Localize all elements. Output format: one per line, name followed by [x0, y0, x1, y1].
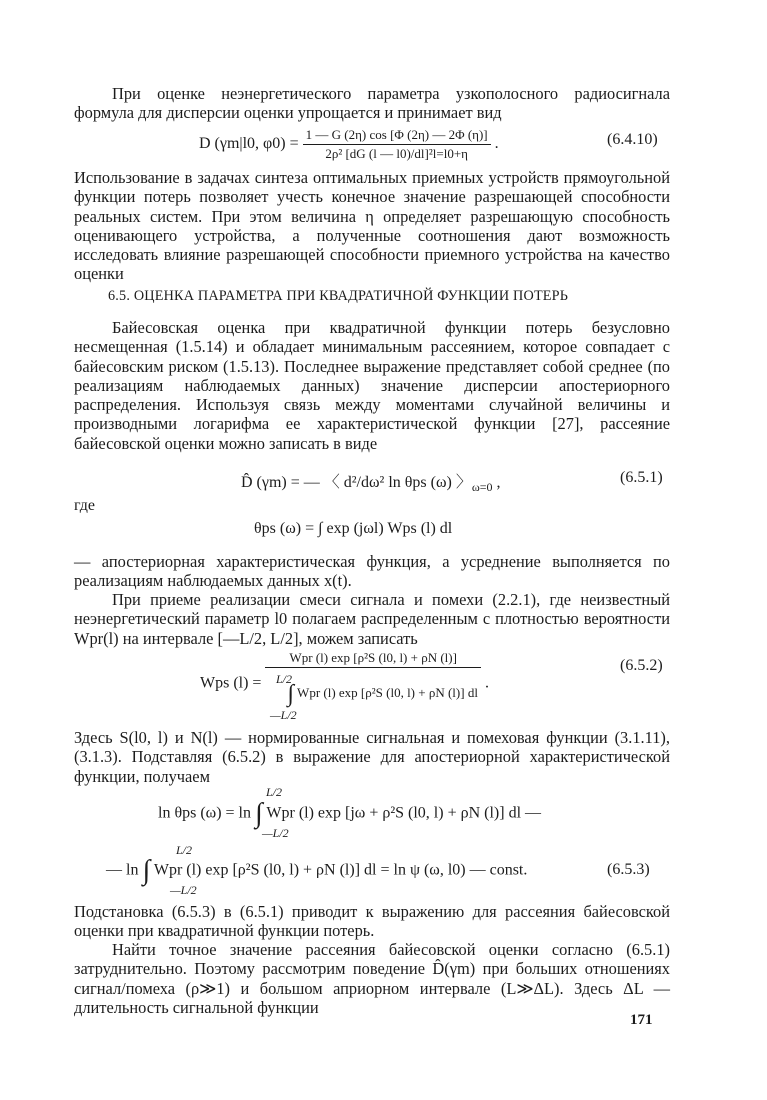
integral-lower-limit: —L/2	[270, 708, 297, 722]
paragraph-signal-noise: При приеме реализации смеси сигнала и помехи (2.2.1), где неизвестный неэнергетический параметр l0 полагаем распределенным с плотностью вероятности Wpr(l) на интервале [—L/2, L/2], можем записать	[74, 590, 670, 648]
equation-rhs: Wpr (l) exp [jω + ρ²S (l0, l) + ρN (l)] dl —	[266, 804, 542, 822]
equation-lhs: D (γm|l0, φ0) =	[199, 135, 299, 153]
page-number: 171	[630, 1012, 653, 1028]
equation-lhs: Wps (l) =	[200, 674, 262, 692]
equation-fraction	[303, 127, 491, 162]
equation-number: (6.5.2)	[620, 657, 663, 674]
integral-sign: ∫	[255, 798, 263, 829]
integral-lower-limit: —L/2	[262, 826, 289, 840]
equation-body: 〈 d²/dω² ln θps (ω) 〉	[323, 474, 472, 491]
integral-upper-limit: L/2	[276, 672, 293, 686]
integral-upper-limit: L/2	[266, 785, 283, 799]
equation-6-5-3-line1	[158, 800, 541, 828]
integral-lower-limit: —L/2	[170, 883, 197, 897]
equation-rhs: Wpr (l) exp [ρ²S (l0, l) + ρN (l)] dl = ln ψ (ω, l0) — const.	[153, 861, 528, 879]
fraction-denominator: 2ρ² [dG (l — l0)/dl]²l=l0+η	[325, 146, 468, 161]
integral-sign: ∫	[287, 681, 295, 707]
equation-number: (6.5.1)	[620, 469, 663, 486]
paragraph-substitution: Здесь S(l0, l) и N(l) — нормированные сигнальная и помеховая функции (3.1.11), (3.1.3). Подставляя (6.5.2) в выражение для апостериорной характеристической функции, получаем	[74, 728, 670, 786]
integral-upper-limit: L/2	[176, 843, 193, 857]
paragraph-char-function: — апостериорная характеристическая функция, а усреднение выполняется по реализациям наблюдаемых данных x(t).	[74, 552, 670, 591]
paragraph-exact-value: Найти точное значение рассеяния байесовской оценки согласно (6.5.1) затруднительно. Поэтому рассмотрим поведение D̂(γm) при больших отношениях сигнал/помеха (ρ≫1) и большом априорном интервале (L≫ΔL). Здесь ΔL — длительность сигнальной функции	[74, 940, 670, 1017]
equation-tail: ,	[496, 474, 501, 491]
equation-tail: .	[484, 674, 489, 692]
section-heading: 6.5. ОЦЕНКА ПАРАМЕТРА ПРИ КВАДРАТИЧНОЙ ФУНКЦИИ ПОТЕРЬ	[108, 288, 569, 304]
where-word: где	[74, 497, 96, 514]
paragraph-substitution-result: Подстановка (6.5.3) в (6.5.1) приводит к выражению для рассеяния байесовской оценки при квадратичной функции потерь.	[74, 902, 670, 941]
fraction-numerator: Wpr (l) exp [ρ²S (l0, l) + ρN (l)]	[265, 650, 480, 668]
paragraph-bayes-estimate: Байесовская оценка при квадратичной функции потерь безусловно несмещенная (1.5.14) и обладает минимальным рассеянием, которое совпадает с байесовским риском (1.5.13). Последнее выражение представляет собой среднее (по реализациям наблюдаемых данных) значение дисперсии апостериорного распределения. Используя связь между моментами случайной величины и производными логарифма ее характеристической функции [27], рассеяние байесовской оценки можно записать в виде	[74, 318, 670, 453]
fraction-numerator: 1 — G (2η) cos [Φ (2η) — 2Φ (η)]	[303, 127, 491, 145]
fraction-denominator: ∫ Wpr (l) exp [ρ²S (l0, l) + ρN (l)] dl	[287, 681, 478, 707]
equation-6-5-2	[200, 650, 489, 718]
equation-lhs: D̂ (γm) = —	[241, 474, 320, 491]
equation-6-4-10	[199, 127, 499, 162]
equation-theta: θps (ω) = ∫ exp (jωl) Wps (l) dl	[254, 520, 453, 537]
equation-number: (6.4.10)	[607, 131, 658, 148]
equation-tail: .	[494, 135, 499, 153]
paragraph-intro: При оценке неэнергетического параметра узкополосного радиосигнала формула для дисперсии оценки упрощается и принимает вид	[74, 84, 670, 123]
equation-subscript: ω=0	[471, 480, 493, 495]
equation-6-5-3-line2	[106, 857, 527, 885]
equation-fraction	[265, 650, 480, 718]
equation-lhs: ln θps (ω) = ln	[158, 804, 251, 822]
integral-sign: ∫	[142, 855, 151, 886]
equation-6-5-1	[241, 469, 501, 495]
paragraph-rectangular-loss: Использование в задачах синтеза оптимальных приемных устройств прямоугольной функции потерь позволяет учесть конечное значение разрешающей способности реальных систем. При этом величина η определяет разрешающую способность оценивающего устройства, а полученные соотношения дают возможность исследовать влияние разрешающей способности приемного устройства на качество оценки	[74, 168, 670, 284]
equation-lhs: — ln	[106, 861, 139, 879]
equation-number: (6.5.3)	[607, 861, 650, 878]
